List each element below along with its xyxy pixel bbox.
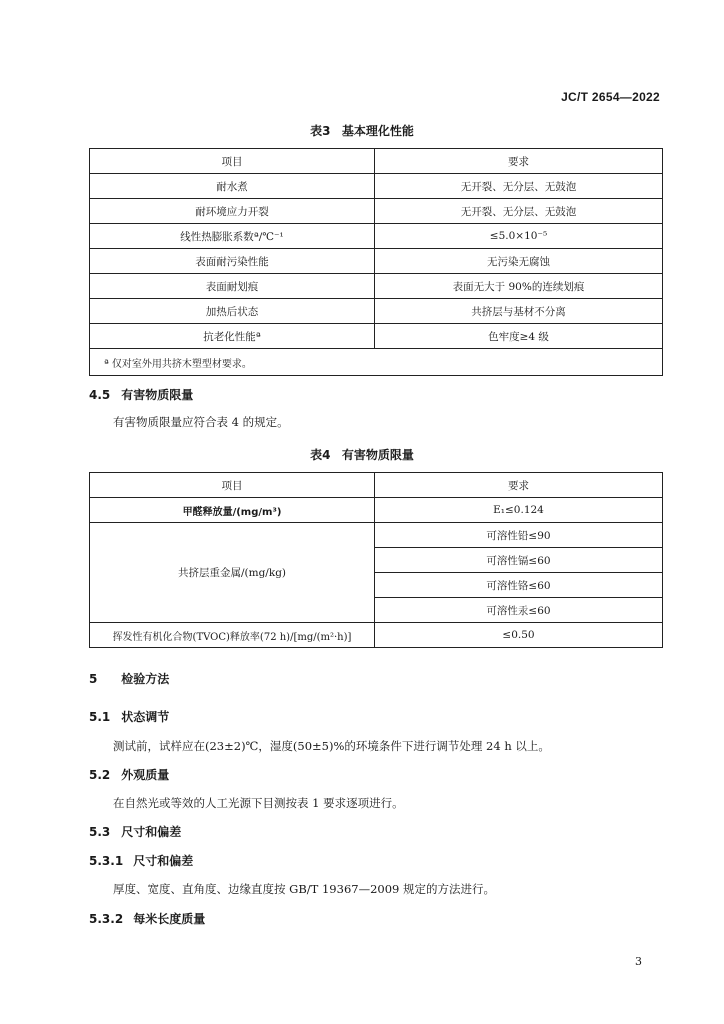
section-title: 每米长度质量 bbox=[133, 912, 206, 926]
section-title: 有害物质限量 bbox=[121, 388, 194, 402]
table3 bbox=[89, 148, 663, 376]
column-header-requirement: 要求 bbox=[375, 473, 663, 498]
section-number: 5.3 bbox=[89, 825, 111, 839]
item-cell: 耐环境应力开裂 bbox=[90, 199, 375, 224]
table-row bbox=[90, 224, 663, 249]
item-cell: 抗老化性能ª bbox=[90, 324, 375, 349]
table-row bbox=[90, 299, 663, 324]
requirement-cell: 表面无大于 90%的连续划痕 bbox=[375, 274, 663, 299]
table-row bbox=[90, 174, 663, 199]
table3-caption-number: 表3 bbox=[310, 124, 331, 138]
item-cell: 挥发性有机化合物(TVOC)释放率(72 h)/[mg/(m²·h)] bbox=[90, 623, 375, 648]
section-5-3-1-heading bbox=[89, 852, 193, 869]
item-cell: 加热后状态 bbox=[90, 299, 375, 324]
table-note-row bbox=[90, 349, 663, 376]
item-cell: 耐水煮 bbox=[90, 174, 375, 199]
section-5-3-heading bbox=[89, 823, 181, 840]
table4-caption-number: 表4 bbox=[310, 448, 331, 462]
section-5-3-2-heading bbox=[89, 910, 205, 927]
section-5-1-text: 测试前，试样应在(23±2)℃，湿度(50±5)%的环境条件下进行调节处理 24 h 以上。 bbox=[113, 739, 550, 753]
column-header-item: 项目 bbox=[90, 473, 375, 498]
section-5-heading bbox=[89, 670, 169, 687]
section-4-5-heading bbox=[89, 386, 193, 403]
requirement-cell: 无开裂、无分层、无鼓泡 bbox=[375, 199, 663, 224]
section-number: 5.2 bbox=[89, 768, 111, 782]
requirement-cell: 无污染无腐蚀 bbox=[375, 249, 663, 274]
requirement-cell: 可溶性铅≤90 bbox=[375, 523, 663, 548]
section-5-3-1-text: 厚度、宽度、直角度、边缘直度按 GB/T 19367—2009 规定的方法进行。 bbox=[113, 882, 495, 896]
column-header-item: 项目 bbox=[90, 149, 375, 174]
table4 bbox=[89, 472, 663, 648]
requirement-cell: ≤0.50 bbox=[375, 623, 663, 648]
table3-caption-title: 基本理化性能 bbox=[341, 124, 414, 138]
requirement-cell: ≤5.0×10⁻⁵ bbox=[375, 224, 663, 249]
item-cell: 表面耐划痕 bbox=[90, 274, 375, 299]
section-title: 外观质量 bbox=[121, 768, 170, 782]
section-5-2-heading bbox=[89, 766, 169, 783]
section-number: 5 bbox=[89, 672, 98, 686]
requirement-cell: 无开裂、无分层、无鼓泡 bbox=[375, 174, 663, 199]
section-5-1-heading bbox=[89, 708, 169, 725]
table4-caption bbox=[0, 446, 724, 463]
item-cell: 表面耐污染性能 bbox=[90, 249, 375, 274]
section-number: 5.3.2 bbox=[89, 912, 124, 926]
requirement-cell: 色牢度≥4 级 bbox=[375, 324, 663, 349]
section-title: 检验方法 bbox=[121, 672, 170, 686]
requirement-cell: 可溶性镉≤60 bbox=[375, 548, 663, 573]
requirement-cell: 可溶性铬≤60 bbox=[375, 573, 663, 598]
table-row bbox=[90, 623, 663, 648]
table-row bbox=[90, 199, 663, 224]
section-4-5-text: 有害物质限量应符合表 4 的规定。 bbox=[113, 415, 289, 429]
table3-footnote: ª 仅对室外用共挤木塑型材要求。 bbox=[90, 349, 663, 376]
column-header-requirement: 要求 bbox=[375, 149, 663, 174]
table4-caption-title: 有害物质限量 bbox=[341, 448, 414, 462]
requirement-cell: 可溶性汞≤60 bbox=[375, 598, 663, 623]
section-title: 尺寸和偏差 bbox=[121, 825, 182, 839]
item-cell: 共挤层重金属/(mg/kg) bbox=[90, 523, 375, 623]
table-row bbox=[90, 249, 663, 274]
table-row bbox=[90, 498, 663, 523]
page-number: 3 bbox=[635, 955, 642, 968]
section-title: 尺寸和偏差 bbox=[133, 854, 194, 868]
section-number: 5.1 bbox=[89, 710, 111, 724]
table-row bbox=[90, 274, 663, 299]
item-cell: 甲醛释放量/(mg/m³) bbox=[90, 498, 375, 523]
section-number: 4.5 bbox=[89, 388, 111, 402]
requirement-cell: 共挤层与基材不分离 bbox=[375, 299, 663, 324]
table-header-row bbox=[90, 473, 663, 498]
table3-caption bbox=[0, 122, 724, 139]
table-header-row bbox=[90, 149, 663, 174]
document-code: JC/T 2654—2022 bbox=[561, 90, 660, 104]
section-number: 5.3.1 bbox=[89, 854, 124, 868]
table-row bbox=[90, 523, 663, 548]
section-title: 状态调节 bbox=[121, 710, 170, 724]
requirement-cell: E₁≤0.124 bbox=[375, 498, 663, 523]
table-row bbox=[90, 324, 663, 349]
item-cell: 线性热膨胀系数ª/℃⁻¹ bbox=[90, 224, 375, 249]
section-5-2-text: 在自然光或等效的人工光源下目测按表 1 要求逐项进行。 bbox=[113, 796, 404, 810]
